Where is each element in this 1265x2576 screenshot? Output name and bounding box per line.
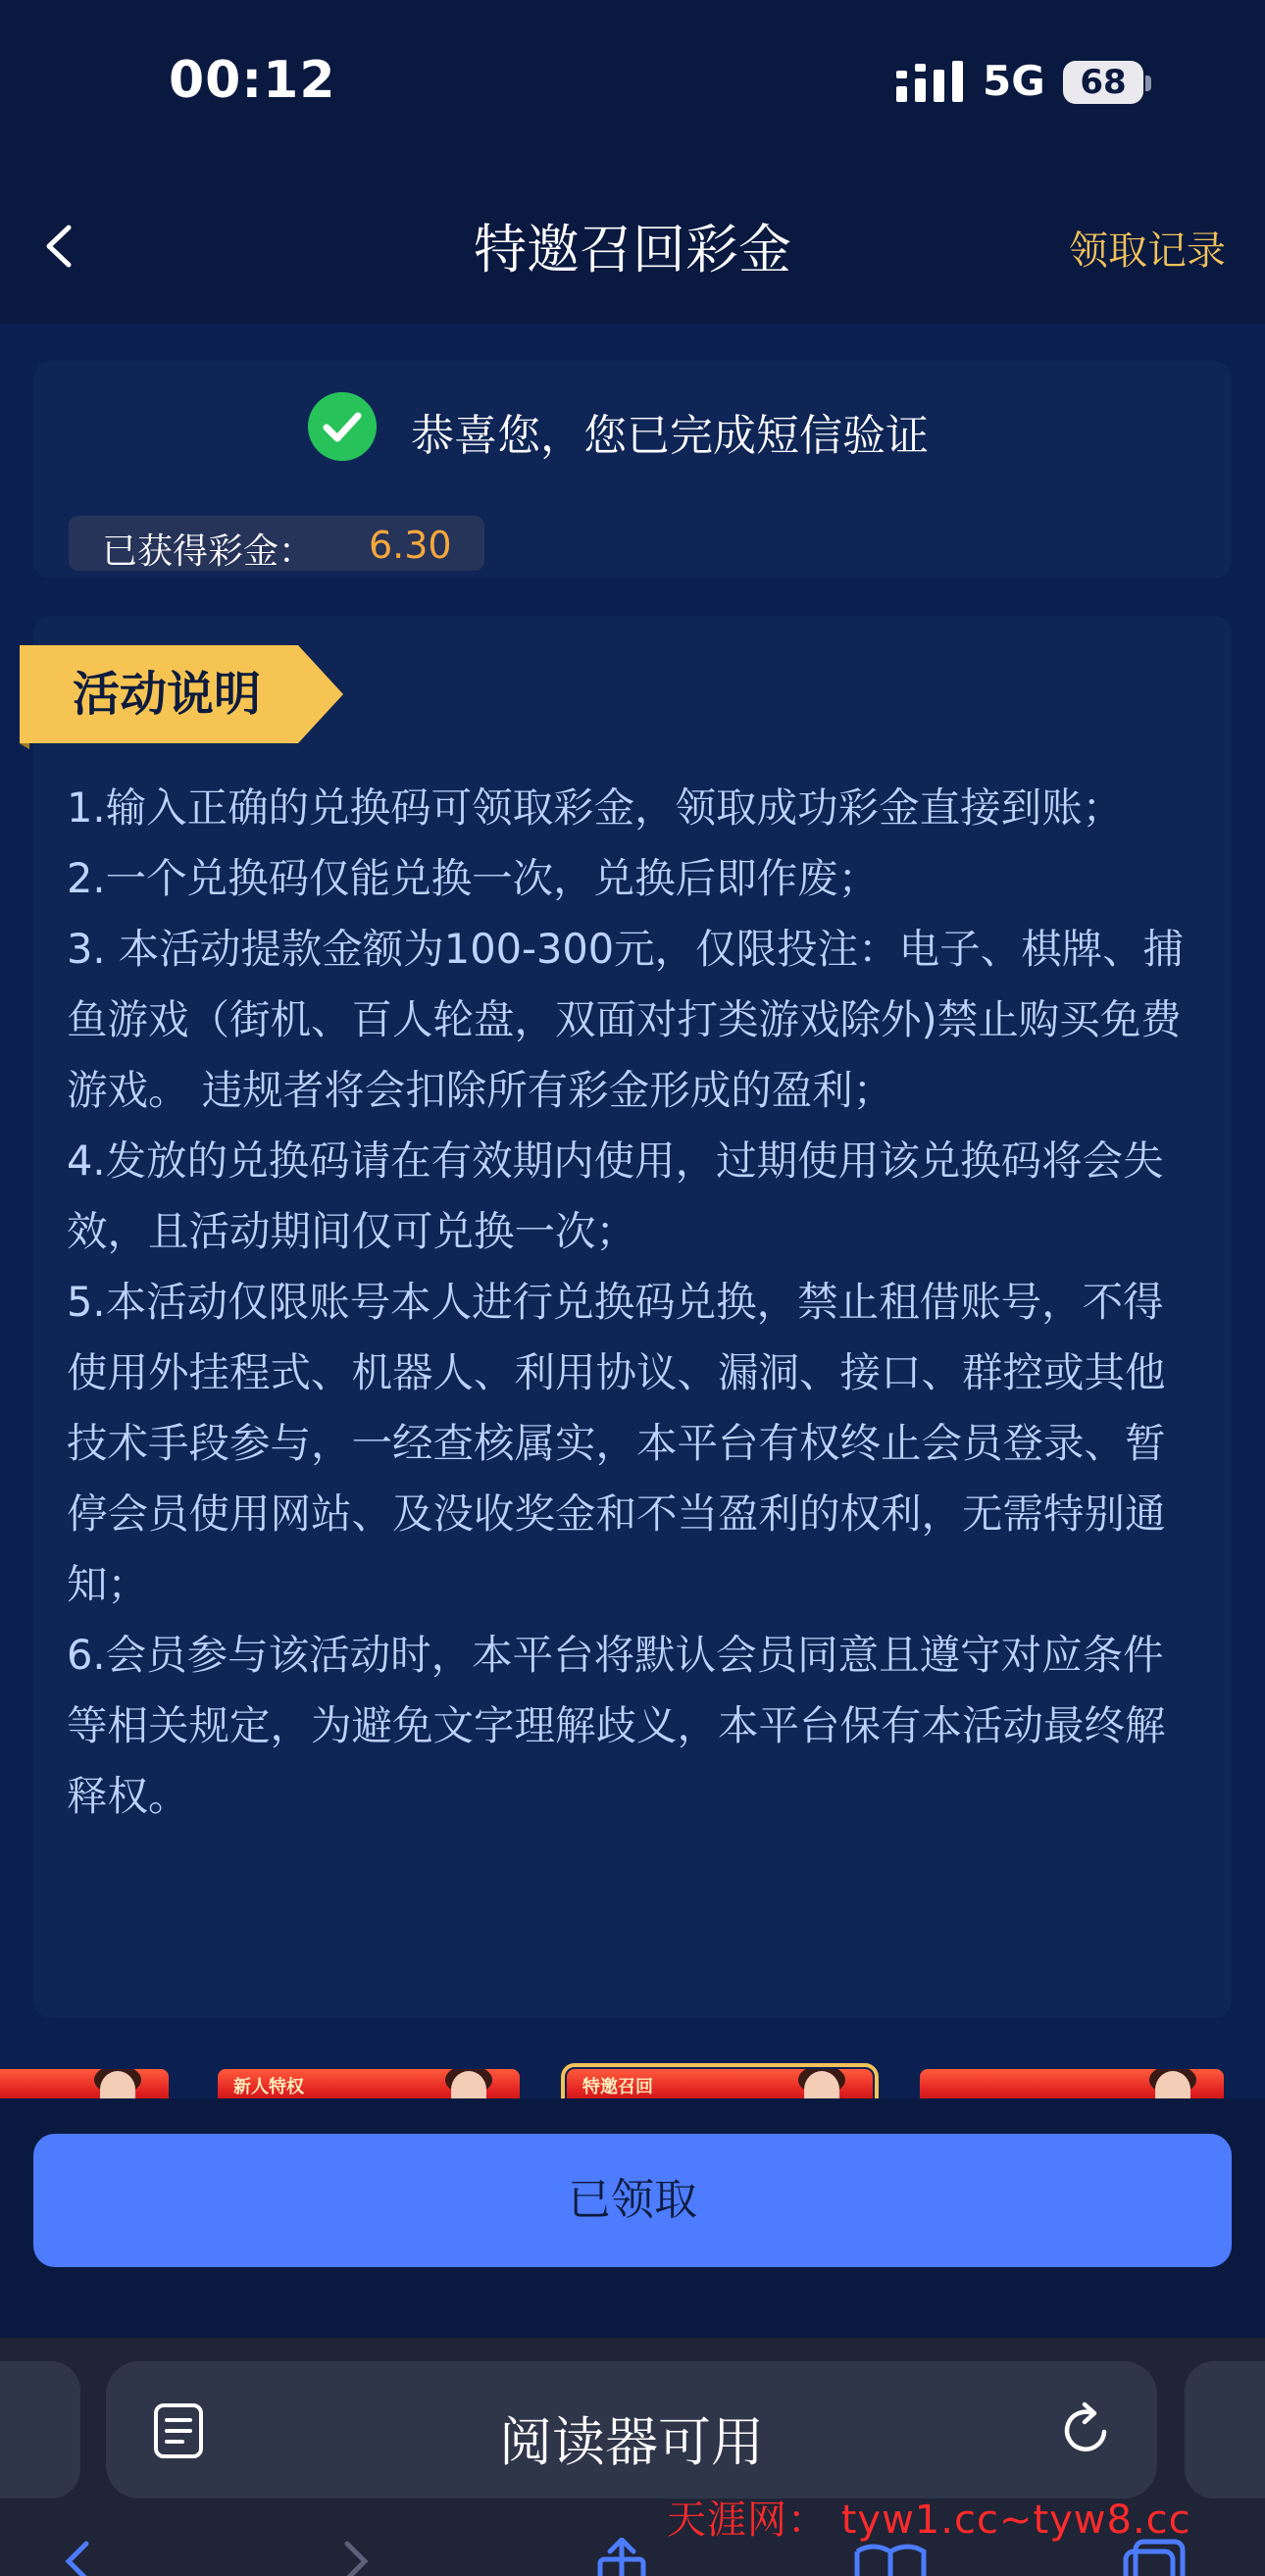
rule-item: 6.会员参与该活动时，本平台将默认会员同意且遵守对应条件等相关规定，为避免文字理解歧义，本平台保有本活动最终解释权。 (67, 1631, 1166, 1820)
nav-bar (0, 167, 1265, 324)
forward-icon[interactable] (333, 2538, 377, 2576)
bottom-action-area (0, 2098, 1265, 2338)
reload-icon[interactable] (1055, 2399, 1118, 2461)
status-bar (0, 0, 1265, 167)
claimed-button[interactable]: 已领取 (33, 2134, 1232, 2267)
rule-item: 1.输入正确的兑换码可领取彩金，领取成功彩金直接到账； (67, 783, 1124, 832)
battery-level: 68 (1080, 63, 1127, 102)
rule-item: 3. 本活动提款金额为100-300元，仅限投注：电子、棋牌、捕鱼游戏（街机、百人轮盘，双面对打类游戏除外)禁止购买免费游戏。 违规者将会扣除所有彩金形成的盈利； (67, 925, 1185, 1114)
back-icon[interactable] (57, 2538, 100, 2576)
verify-message: 恭喜您，您已完成短信验证 (411, 411, 929, 461)
rule-item: 2.一个兑换码仅能兑换一次，兑换后即作废； (67, 854, 880, 902)
promo-banner[interactable] (218, 2069, 520, 2098)
ribbon-label: 活动说明 (72, 667, 261, 722)
main-content (0, 324, 1265, 2098)
promo-banner[interactable] (0, 2069, 169, 2098)
status-time: 00:12 (169, 51, 336, 110)
address-bar[interactable] (106, 2361, 1157, 2499)
rule-item: 4.发放的兑换码请在有效期内使用，过期使用该兑换码将会失效，且活动期间仅可兑换一次； (67, 1136, 1164, 1255)
browser-toolbar (0, 2338, 1265, 2576)
promo-banner-selected[interactable] (567, 2069, 873, 2098)
promo-banner[interactable] (920, 2069, 1224, 2098)
claim-record-link[interactable]: 领取记录 (1069, 228, 1226, 274)
signal-icon (896, 61, 965, 102)
address-text: 阅读器可用 (499, 2411, 764, 2473)
rule-item: 5.本活动仅限账号本人进行兑换码兑换，禁止租借账号，不得使用外挂程式、机器人、利用协议、漏洞、接口、群控或其他技术手段参与，一经查核属实，本平台有权终止会员登录、暂停会员使用网站、及没收奖金和不当盈利的权利，无需特别通知； (67, 1278, 1166, 1608)
banner-tag: 特邀召回 (582, 2077, 653, 2097)
bonus-value: 6.30 (369, 524, 452, 567)
battery-icon (1063, 61, 1143, 104)
promo-banner-strip[interactable] (0, 2059, 1265, 2098)
bonus-badge (69, 516, 484, 571)
rules-list (67, 773, 1204, 1832)
share-icon[interactable] (590, 2538, 653, 2576)
bonus-label: 已获得彩金： (102, 531, 315, 572)
battery-nub (1145, 76, 1151, 91)
watermark-text: 天涯网： tyw1.cc~tyw8.cc (667, 2498, 1191, 2543)
verify-card (33, 361, 1232, 579)
next-tab-pill[interactable] (1185, 2361, 1265, 2499)
previous-tab-pill[interactable] (0, 2361, 80, 2499)
page-title: 特邀召回彩金 (474, 219, 791, 280)
check-circle-icon (308, 392, 377, 461)
banner-tag: 新人特权 (233, 2077, 304, 2097)
network-type: 5G (983, 57, 1045, 105)
rules-card (33, 616, 1232, 2018)
